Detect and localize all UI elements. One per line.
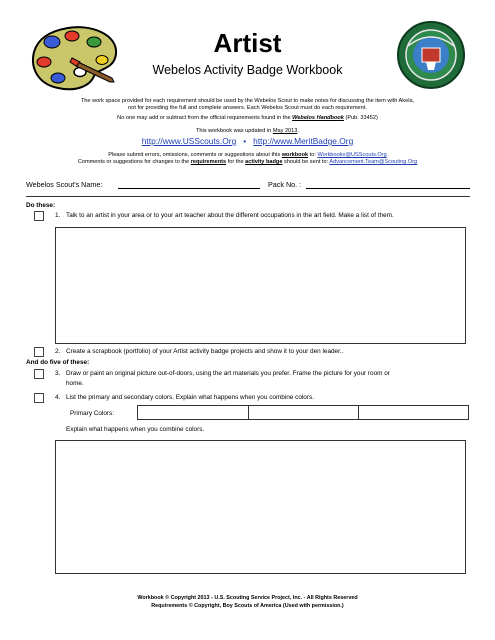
usscouts-link[interactable]: http://www.USScouts.Org xyxy=(141,136,237,146)
req2-number: 2. xyxy=(55,348,61,355)
req4-number: 4. xyxy=(55,394,61,401)
header-divider xyxy=(26,196,470,197)
intro-line-2: not for providing the full and complete answers. Each Webelos Scout must do each requirement. xyxy=(128,105,367,111)
advancement-email-link[interactable]: Advancement.Team@Scouting.Org xyxy=(329,159,418,165)
intro-line-3: No one may add or subtract from the official requirements found in the Webelos Handbook (Pub. 33452) xyxy=(117,115,378,121)
req1-checkbox[interactable] xyxy=(34,211,44,221)
primary-colors-divider-2 xyxy=(358,406,359,419)
req3-text-line-1: Draw or paint an original picture out-of-doors, using the art materials you prefer. Frame the picture for your room or xyxy=(66,370,390,377)
updated-line: This workbook was updated in May 2013. xyxy=(196,128,299,134)
req3-number: 3. xyxy=(55,370,61,377)
updated-date-link[interactable]: May 2013 xyxy=(272,128,298,134)
page-title: Artist xyxy=(213,28,282,58)
pack-number-field[interactable] xyxy=(306,188,470,189)
req1-text: Talk to an artist in your area or to your art teacher about the different occupations in the art field. Make a list of them. xyxy=(66,212,394,219)
combine-colors-label: Explain what happens when you combine colors. xyxy=(66,426,205,433)
footer-copyright-requirements: Requirements © Copyright, Boy Scouts of America (Used with permission.) xyxy=(151,603,344,609)
bullet-separator: • xyxy=(243,136,247,146)
links-line xyxy=(0,136,495,146)
section-do-these: Do these: xyxy=(26,202,56,209)
primary-colors-label: Primary Colors: xyxy=(70,410,115,417)
primary-colors-input[interactable] xyxy=(137,405,469,420)
meritbadge-link[interactable]: http://www.MeritBadge.Org xyxy=(253,136,354,146)
changes-line: Comments or suggestions for changes to the requirements for the activity badge should be sent to: Advancement.Team@Scouting.Org xyxy=(77,159,418,165)
workbooks-email-link[interactable]: Workbooks@USScouts.Org xyxy=(317,152,387,158)
footer-copyright-workbook: Workbook © Copyright 2013 - U.S. Scouting Service Project, Inc. - All Rights Reserved xyxy=(137,595,358,601)
submit-line: Please submit errors, omissions, comments or suggestions about this workbook to: Workbooks@USScouts.Org xyxy=(108,152,387,158)
req3-checkbox[interactable] xyxy=(34,369,44,379)
combine-colors-answer-box[interactable] xyxy=(55,440,466,574)
pack-number-label: Pack No. : xyxy=(268,180,302,189)
scout-name-label: Webelos Scout's Name: xyxy=(26,180,103,189)
req3-text-line-2: home. xyxy=(66,380,84,387)
req2-checkbox[interactable] xyxy=(34,347,44,357)
req1-answer-box[interactable] xyxy=(55,227,466,344)
req4-checkbox[interactable] xyxy=(34,393,44,403)
req4-text: List the primary and secondary colors. Explain what happens when you combine colors. xyxy=(66,394,314,401)
req2-text: Create a scrapbook (portfolio) of your Artist activity badge projects and show it to your den leader.. xyxy=(66,348,344,355)
scout-name-field[interactable] xyxy=(118,188,260,189)
primary-colors-divider-1 xyxy=(248,406,249,419)
section-do-five: And do five of these: xyxy=(26,359,90,366)
page-subtitle: Webelos Activity Badge Workbook xyxy=(152,63,343,77)
intro-line-1: The work space provided for each requirement should be used by the Webelos Scout to make notes for discussing the item with Akela, xyxy=(80,98,415,104)
webelos-handbook-link[interactable]: Webelos Handbook xyxy=(292,115,344,121)
req1-number: 1. xyxy=(55,212,61,219)
